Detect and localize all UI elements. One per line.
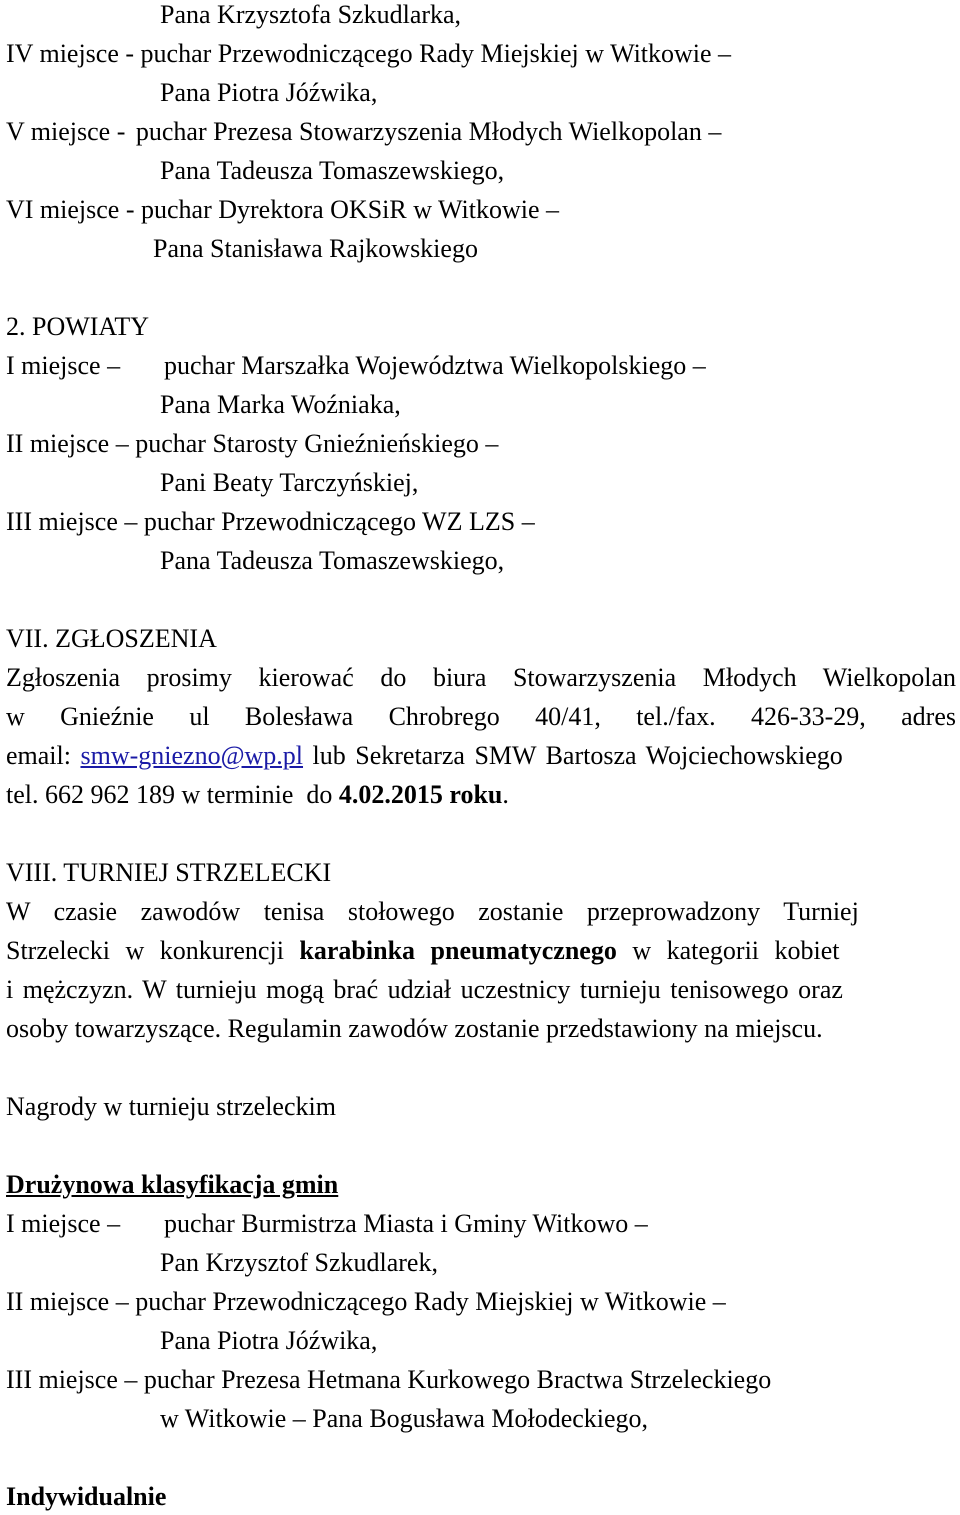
section-heading-indywidualnie: Indywidualnie <box>6 1482 167 1511</box>
prize-line: II miejsce – puchar Starosty Gnieźnieńskiego – <box>6 429 499 458</box>
prize-recipient: Pana Marka Woźniaka, <box>160 390 401 419</box>
paragraph-line: Strzelecki w konkurencji karabinka pneumatycznego w kategorii kobiet <box>6 936 840 965</box>
prize-line: VI miejsce - puchar Dyrektora OKSiR w Witkowie – <box>6 195 560 224</box>
paragraph-line: Zgłoszenia prosimy kierować do biura Stowarzyszenia Młodych Wielkopolan <box>6 663 956 692</box>
section-heading-zgloszenia: VII. ZGŁOSZENIA <box>6 624 217 653</box>
weapon-category: karabinka pneumatycznego <box>299 936 617 965</box>
prize-line: II miejsce – puchar Przewodniczącego Rady Miejskiej w Witkowie – <box>6 1287 726 1316</box>
section-heading-druzynowa: Drużynowa klasyfikacja gmin <box>6 1170 339 1199</box>
prize-line: III miejsce – puchar Przewodniczącego WZ LZS – <box>6 507 535 536</box>
prize-line: IV miejsce - puchar Przewodniczącego Rady Miejskiej w Witkowie – <box>6 39 732 68</box>
email-link[interactable]: smw-gniezno@wp.pl <box>80 741 304 770</box>
prize-recipient: Pani Beaty Tarczyńskiej, <box>160 468 419 497</box>
prize-recipient: Pana Krzysztofa Szkudlarka, <box>160 0 462 29</box>
prize-line: V miejsce - puchar Prezesa Stowarzyszenia Młodych Wielkopolan – <box>6 117 722 146</box>
prize-recipient: Pana Piotra Jóźwika, <box>160 1326 378 1355</box>
prize-line: III miejsce – puchar Prezesa Hetmana Kurkowego Bractwa Strzeleckiego <box>6 1365 772 1394</box>
section-heading-powiaty: 2. POWIATY <box>6 312 149 341</box>
deadline-date: 4.02.2015 roku <box>338 780 503 809</box>
prize-line: I miejsce – puchar Marszałka Województwa Wielkopolskiego – <box>6 351 706 380</box>
prize-recipient: Pana Stanisława Rajkowskiego <box>153 234 478 263</box>
paragraph-line: tel. 662 962 189 w terminie do 4.02.2015 roku. <box>6 780 509 809</box>
paragraph-line: email: smw-gniezno@wp.pl lub Sekretarza SMW Bartosza Wojciechowskiego <box>6 741 843 770</box>
prize-line: I miejsce – puchar Burmistrza Miasta i Gminy Witkowo – <box>6 1209 648 1238</box>
prize-recipient: Pana Tadeusza Tomaszewskiego, <box>160 546 505 575</box>
nagrody-label: Nagrody w turnieju strzeleckim <box>6 1092 336 1121</box>
prize-recipient: Pan Krzysztof Szkudlarek, <box>160 1248 438 1277</box>
section-heading-turniej: VIII. TURNIEJ STRZELECKI <box>6 858 332 887</box>
paragraph-line: w Gnieźnie ul Bolesława Chrobrego 40/41, tel./fax. 426-33-29, adres <box>6 702 956 731</box>
prize-recipient: Pana Piotra Jóźwika, <box>160 78 378 107</box>
paragraph-line: osoby towarzyszące. Regulamin zawodów zostanie przedstawiony na miejscu. <box>6 1014 823 1043</box>
paragraph-line: W czasie zawodów tenisa stołowego zostanie przeprowadzony Turniej <box>6 897 859 926</box>
prize-recipient: w Witkowie – Pana Bogusława Mołodeckiego, <box>160 1404 649 1433</box>
prize-recipient: Pana Tadeusza Tomaszewskiego, <box>160 156 505 185</box>
paragraph-line: i mężczyzn. W turnieju mogą brać udział uczestnicy turnieju tenisowego oraz <box>6 975 843 1004</box>
